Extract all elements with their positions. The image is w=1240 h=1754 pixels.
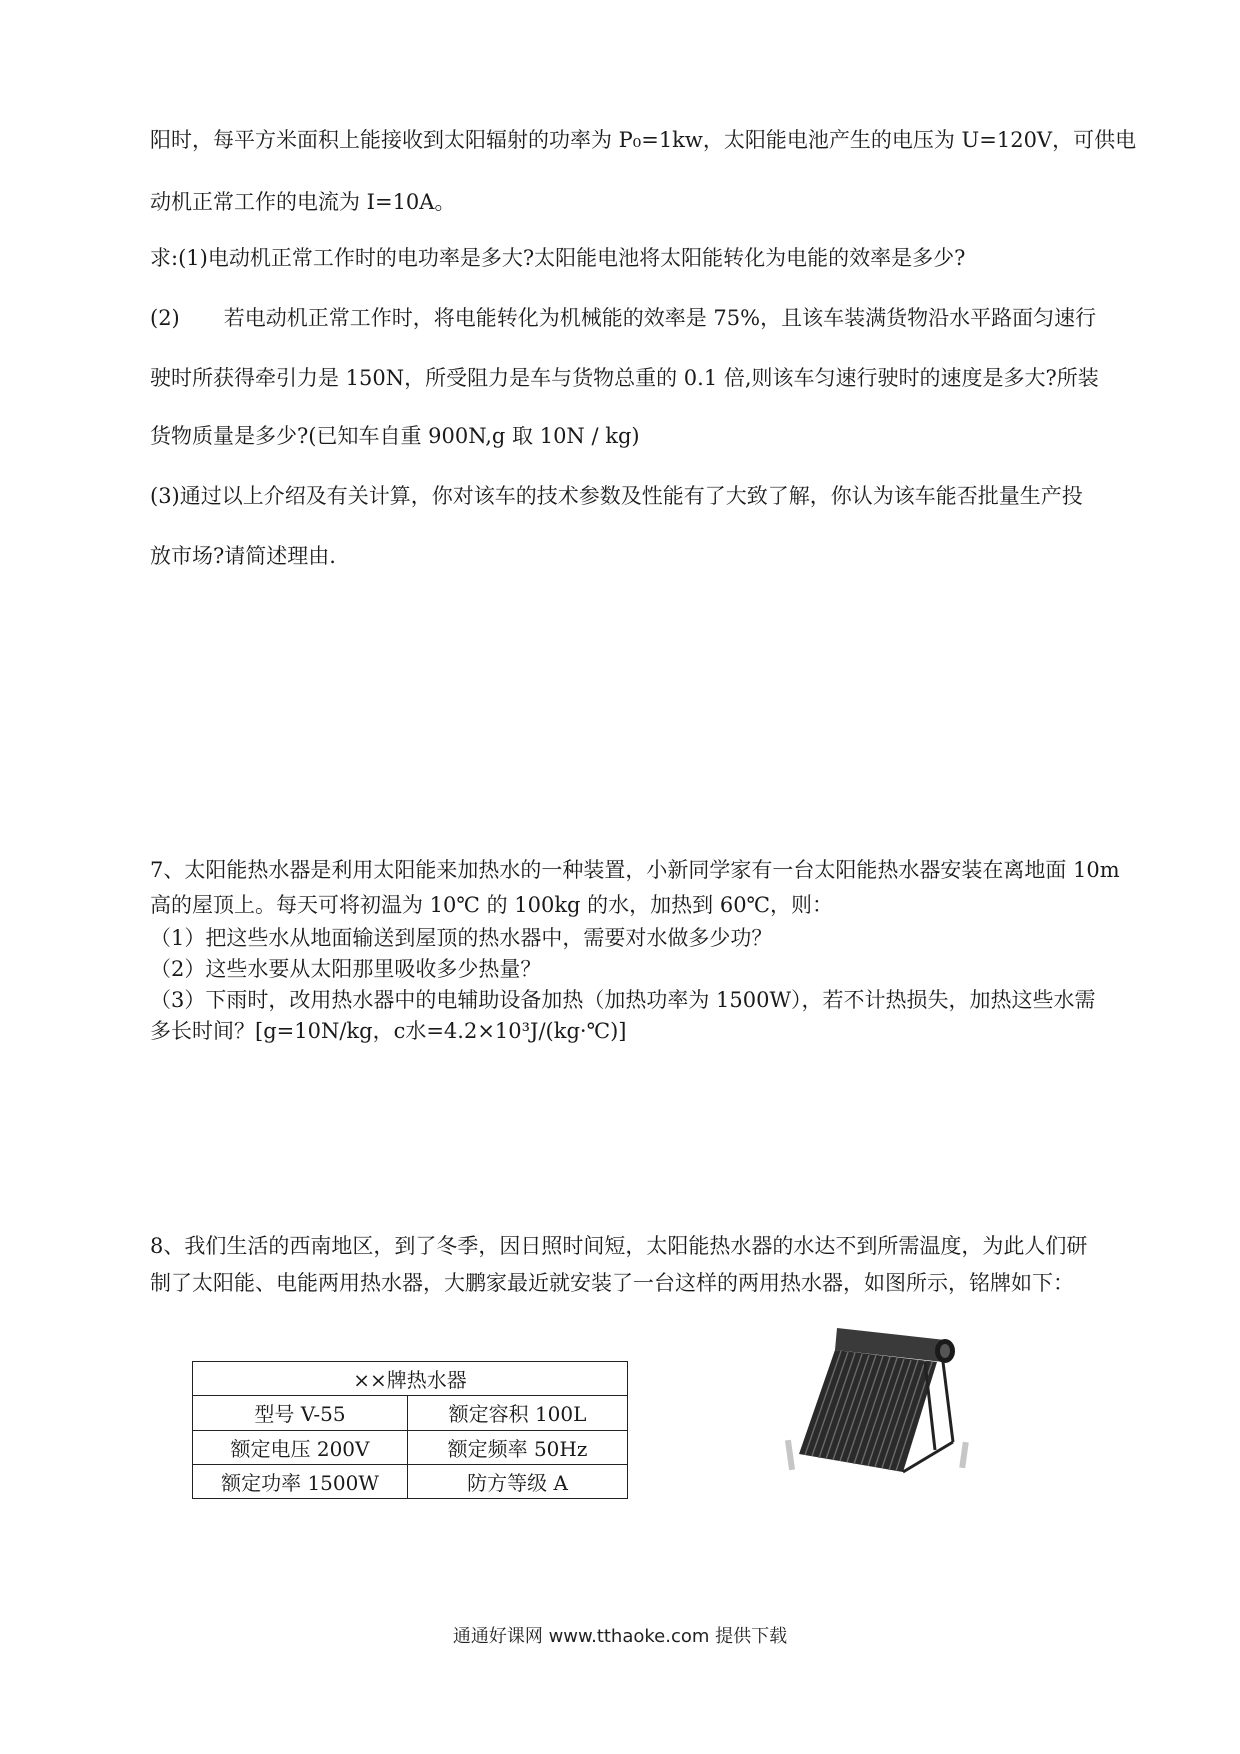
q6-line-2: 动机正常工作的电流为 I=10A。 (150, 190, 456, 214)
table-cell-capacity: 额定容积 100L (408, 1396, 628, 1430)
question-8 (150, 1232, 1130, 1298)
q6-part3-line-1: (3)通过以上介绍及有关计算，你对该车的技术参数及性能有了大致了解，你认为该车能否批量生产投 (150, 484, 1083, 508)
footer-text: 通通好课网 www.tthaoke.com 提供下载 (452, 1626, 788, 1647)
q7-sub-3: （3）下雨时，改用热水器中的电辅助设备加热（加热功率为 1500W），若不计热损失，加热这些水需 (150, 988, 1096, 1012)
q6-part2-line-2: 驶时所获得牵引力是 150N，所受阻力是车与货物总重的 0.1 倍,则该车匀速行驶时的速度是多大?所装 (150, 366, 1099, 390)
table-cell-power: 额定功率 1500W (193, 1464, 408, 1498)
q7-sub-1: （1）把这些水从地面输送到屋顶的热水器中，需要对水做多少功？ (150, 926, 773, 950)
q7-line-2: 高的屋顶上。每天可将初温为 10℃ 的 100kg 的水，加热到 60℃，则： (150, 893, 834, 917)
q6-line-2-block (150, 188, 1130, 217)
table-cell-model: 型号 V-55 (193, 1396, 408, 1430)
table-cell-protection: 防方等级 A (408, 1464, 628, 1498)
q6-part2-label: (2) (150, 306, 180, 330)
q6-line-1: 阳时，每平方米面积上能接收到太阳辐射的功率为 P₀=1kw，太阳能电池产生的电压为 U=120V，可供电 (150, 128, 1137, 152)
q7-sub-3-line-2: 多长时间？[g=10N/kg，c水=4.2×10³J/(kg·℃)] (150, 1019, 627, 1043)
q8-line-2: 制了太阳能、电能两用热水器，大鹏家最近就安装了一台这样的两用热水器，如图所示，铭牌如下： (150, 1271, 1074, 1295)
q6-part2-text-1: 若电动机正常工作时，将电能转化为机械能的效率是 75%，且该车装满货物沿水平路面匀速行 (223, 306, 1097, 330)
q6-part2-line-3: 货物质量是多少?(已知车自重 900N,g 取 10N / kg) (150, 424, 640, 448)
table-row (193, 1430, 628, 1464)
q6-ask-block (150, 244, 1130, 273)
q6-part2-line-3-block (150, 422, 1130, 451)
q7-line-1: 7、太阳能热水器是利用太阳能来加热水的一种装置，小新同学家有一台太阳能热水器安装在离地面 10m (150, 858, 1120, 882)
table-row (193, 1464, 628, 1498)
table-row (193, 1396, 628, 1430)
table-title-row (193, 1362, 628, 1396)
nameplate-table (192, 1361, 628, 1499)
q6-part2-line-2-block (150, 364, 1130, 393)
q6-part2-line-1 (150, 304, 1130, 333)
q6-part3-block (150, 482, 1130, 511)
q6-ask-intro: 求:(1)电动机正常工作时的电功率是多大?太阳能电池将太阳能转化为电能的效率是多少? (150, 246, 966, 270)
q6-part3-line-2-block (150, 542, 1130, 571)
q8-line-1: 8、我们生活的西南地区，到了冬季，因日照时间短，太阳能热水器的水达不到所需温度，为此人们研 (150, 1234, 1088, 1258)
table-title: ××牌热水器 (193, 1362, 628, 1396)
q6-part2-block (150, 304, 1130, 333)
q6-part3-line-2: 放市场?请简述理由. (150, 544, 336, 568)
table-cell-frequency: 额定频率 50Hz (408, 1430, 628, 1464)
question-7 (150, 856, 1130, 1046)
table-cell-voltage: 额定电压 200V (193, 1430, 408, 1464)
q7-sub-2: （2）这些水要从太阳那里吸收多少热量？ (150, 957, 542, 981)
q6-continued-text (150, 126, 1137, 155)
solar-water-heater-illustration (785, 1322, 975, 1482)
